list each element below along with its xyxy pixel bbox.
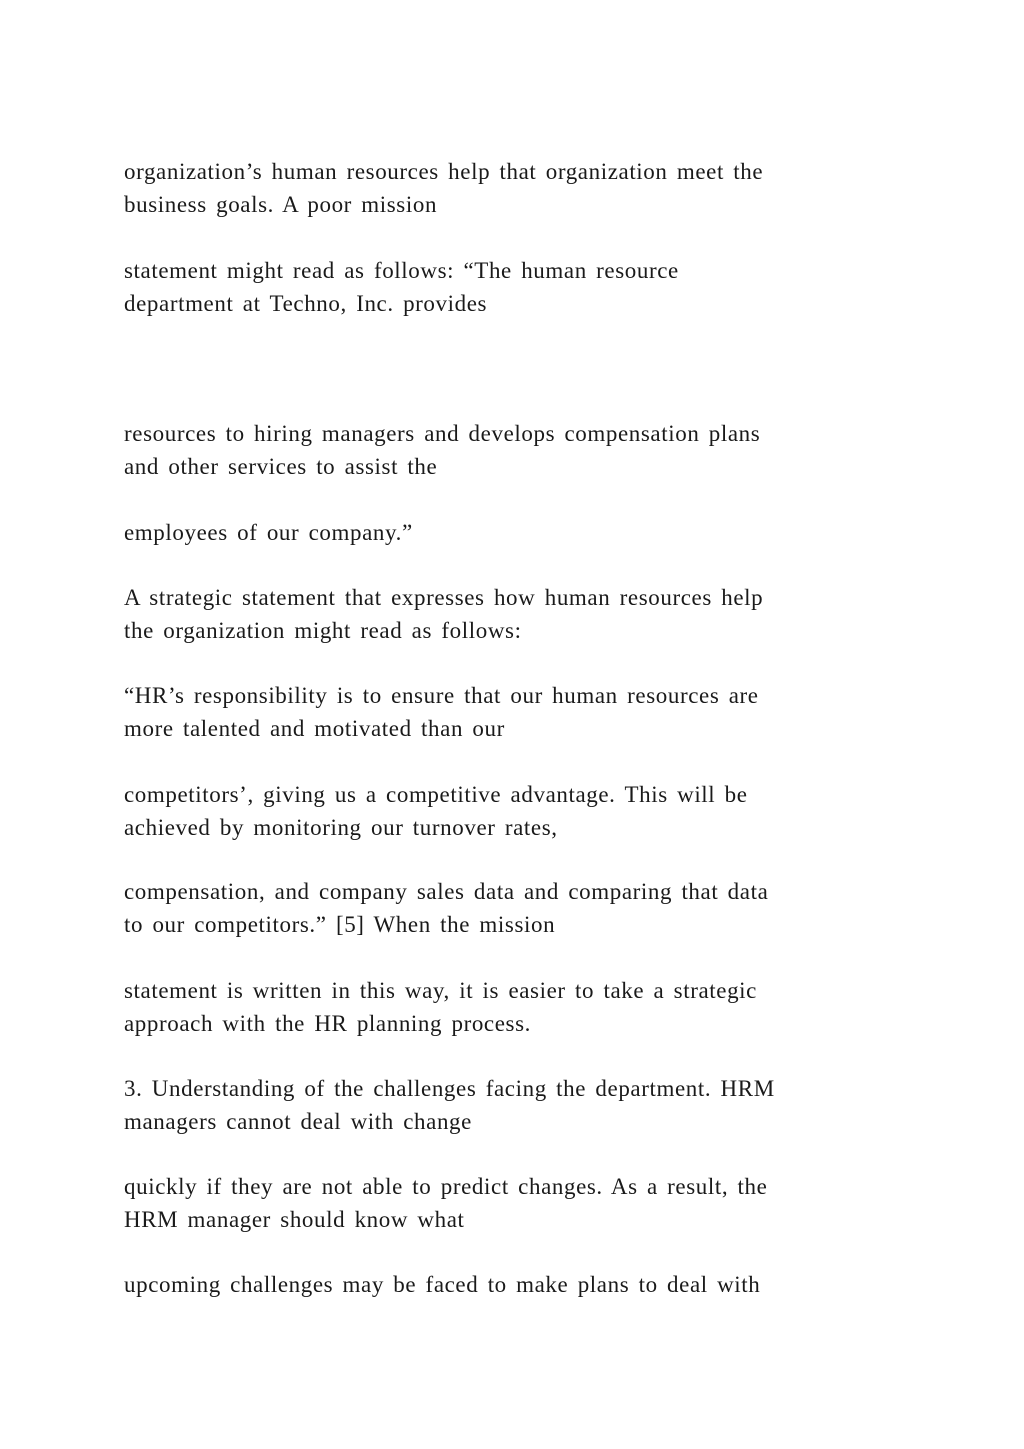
paragraph-7	[124, 778, 904, 844]
text-line: quickly if they are not able to predict changes. As a result, the	[124, 1174, 768, 1199]
paragraph-1	[124, 155, 904, 221]
text-line: competitors’, giving us a competitive advantage. This will be	[124, 782, 748, 807]
text-line: organization’s human resources help that organization meet the	[124, 159, 764, 184]
paragraph-3	[124, 417, 904, 483]
text-line: department at Techno, Inc. provides	[124, 291, 488, 316]
paragraph-12	[124, 1268, 904, 1301]
paragraph-10	[124, 1072, 904, 1138]
text-line: approach with the HR planning process.	[124, 1011, 531, 1036]
paragraph-2	[124, 254, 904, 320]
text-line: resources to hiring managers and develops compensation plans	[124, 421, 761, 446]
text-line: employees of our company.”	[124, 520, 413, 545]
text-line: to our competitors.” [5] When the mission	[124, 912, 556, 937]
text-line: A strategic statement that expresses how human resources help	[124, 585, 764, 610]
text-line: statement might read as follows: “The human resource	[124, 258, 679, 283]
text-line: compensation, and company sales data and comparing that data	[124, 879, 769, 904]
text-line: business goals. A poor mission	[124, 192, 438, 217]
paragraph-9	[124, 974, 904, 1040]
text-line: HRM manager should know what	[124, 1207, 465, 1232]
text-line: 3. Understanding of the challenges facing the department. HRM	[124, 1076, 775, 1101]
text-line: achieved by monitoring our turnover rates,	[124, 815, 558, 840]
paragraph-8	[124, 875, 904, 941]
paragraph-6	[124, 679, 904, 745]
text-line: the organization might read as follows:	[124, 618, 522, 643]
text-line: managers cannot deal with change	[124, 1109, 472, 1134]
text-line: and other services to assist the	[124, 454, 438, 479]
text-line: statement is written in this way, it is easier to take a strategic	[124, 978, 757, 1003]
paragraph-5	[124, 581, 904, 647]
text-line: more talented and motivated than our	[124, 716, 505, 741]
text-line: “HR’s responsibility is to ensure that our human resources are	[124, 683, 759, 708]
paragraph-4	[124, 516, 904, 549]
paragraph-11	[124, 1170, 904, 1236]
text-line: upcoming challenges may be faced to make plans to deal with	[124, 1272, 761, 1297]
